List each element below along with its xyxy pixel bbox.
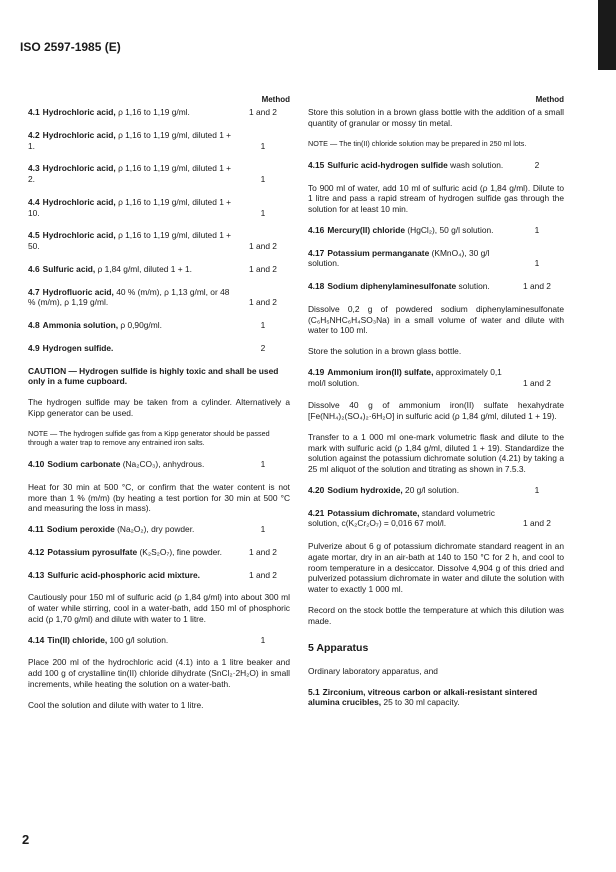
method-value: 1 — [534, 258, 540, 269]
paragraph: Store this solution in a brown glass bottle with the addition of a small quantity of granular or mossy tin metal. — [308, 107, 564, 128]
method-value: 1 — [260, 459, 266, 470]
paragraph: Place 200 ml of the hydrochloric acid (4.1) into a 1 litre beaker and add 100 g of crystalline tin(II) chloride dihydrate (SnCl₂·2H₂O) in small increments, while heating the solution on a water-bath. — [28, 657, 290, 689]
method-value: 1 — [260, 524, 266, 535]
note: NOTE — The tin(II) chloride solution may be prepared in 250 ml lots. — [308, 138, 527, 148]
reagent-4-13: 4.13 Sulfuric acid-phosphoric acid mixture. 1 and 2 — [28, 570, 290, 581]
paragraph: Cautiously pour 150 ml of sulfuric acid (ρ 1,84 g/ml) into about 300 ml of water while stirring, cool in a water-bath, add 150 ml of phosphoric acid (ρ 1,70 g/ml) and dilute with water to 1 litre. — [28, 592, 290, 624]
reagent-4-14: 4.14 Tin(II) chloride, 100 g/l solution. 1 — [28, 635, 290, 646]
method-value: 2 — [534, 159, 540, 170]
method-value: 1 — [260, 140, 266, 151]
method-value: 1 — [534, 484, 540, 495]
method-value: 1 and 2 — [249, 241, 277, 252]
method-value: 1 — [534, 224, 540, 235]
reagent-4-10: 4.10 Sodium carbonate (Na₂CO₃), anhydrous. 1 — [28, 459, 290, 470]
method-value: 1 — [260, 174, 266, 185]
method-value: 1 — [260, 634, 266, 645]
method-value: 1 and 2 — [523, 377, 551, 388]
reagent-4-4: 4.4 Hydrochloric acid, ρ 1,16 to 1,19 g/ml, diluted 1 + 10. 1 — [28, 197, 290, 219]
reagent-4-3: 4.3 Hydrochloric acid, ρ 1,16 to 1,19 g/ml, diluted 1 + 2. 1 — [28, 163, 290, 185]
reagent-4-5: 4.5 Hydrochloric acid, ρ 1,16 to 1,19 g/ml, diluted 1 + 50. 1 and 2 — [28, 230, 290, 252]
method-heading: Method — [261, 95, 290, 104]
scan-edge-mark — [598, 0, 616, 70]
reagent-4-21: 4.21 Potassium dichromate, standard volumetric solution, c(K₂Cr₂O₇) = 0,016 67 mol/l. 1 and 2 — [308, 508, 564, 530]
left-column — [28, 95, 290, 720]
page-number: 2 — [22, 832, 30, 847]
reagent-4-6: 4.6 Sulfuric acid, ρ 1,84 g/ml, diluted 1 + 1. 1 and 2 — [28, 264, 290, 275]
method-value: 1 and 2 — [249, 263, 277, 274]
method-value: 1 and 2 — [249, 546, 277, 557]
reagent-4-7: 4.7 Hydrofluoric acid, 40 % (m/m), ρ 1,13 g/ml, or 48 % (m/m), ρ 1,19 g/ml. 1 and 2 — [28, 287, 290, 309]
paragraph: Dissolve 40 g of ammonium iron(II) sulfate hexahydrate [Fe(NH₄)₂(SO₄)₂·6H₂O] in sulfuric acid (ρ 1,84 g/ml, diluted 1 + 19). — [308, 400, 564, 422]
paragraph: Store the solution in a brown glass bottle. — [308, 346, 462, 357]
reagent-4-17: 4.17 Potassium permanganate (KMnO₄), 30 g/l solution. 1 — [308, 248, 564, 270]
method-heading: Method — [535, 95, 564, 104]
method-value: 1 — [260, 207, 266, 218]
reagent-4-16: 4.16 Mercury(II) chloride (HgCl₂), 50 g/l solution. 1 — [308, 225, 564, 236]
method-value: 1 and 2 — [523, 518, 551, 529]
reagent-4-15: 4.15 Sulfuric acid-hydrogen sulfide wash solution. 2 — [308, 160, 564, 171]
paragraph: Record on the stock bottle the temperature at which this dilution was made. — [308, 604, 564, 626]
document-header: ISO 2597-1985 (E) — [20, 40, 121, 54]
paragraph: Dissolve 0,2 g of powdered sodium diphenylaminesulfonate (C₆H₅NHC₆H₄SO₃Na) in a small volume of water and dilute with water to 100 ml. — [308, 303, 564, 336]
paragraph: The hydrogen sulfide may be taken from a cylinder. Alternatively a Kipp generator can be used. — [28, 397, 290, 418]
reagent-4-2: 4.2 Hydrochloric acid, ρ 1,16 to 1,19 g/ml, diluted 1 + 1. 1 — [28, 130, 290, 152]
reagent-4-12: 4.12 Potassium pyrosulfate (K₂S₂O₇), fine powder. 1 and 2 — [28, 547, 290, 558]
right-column — [308, 95, 564, 720]
section-heading: 5 Apparatus — [308, 642, 369, 655]
reagent-4-9: 4.9 Hydrogen sulfide. 2 — [28, 343, 290, 354]
paragraph: Transfer to a 1 000 ml one-mark volumetric flask and dilute to the mark with sulfuric acid (ρ 1,84 g/ml, diluted 1 + 19). Standardize the solution against the potassium dichromate solution (4.21) by taking a 25 ml aliquot of the solution and titrating as shown in 7.5.3. — [308, 431, 564, 475]
paragraph: To 900 ml of water, add 10 ml of sulfuric acid (ρ 1,84 g/ml). Dilute to 1 litre and pass a rapid stream of hydrogen sulfide gas through the solution for at least 10 min. — [308, 182, 564, 215]
method-value: 1 and 2 — [523, 281, 551, 292]
note: NOTE — The hydrogen sulfide gas from a Kipp generator should be passed through a water trap to remove any entrained iron salts. — [28, 428, 270, 447]
method-value: 1 and 2 — [249, 107, 277, 118]
method-value: 1 — [260, 320, 266, 331]
method-value: 2 — [260, 342, 266, 353]
reagent-4-18: 4.18 Sodium diphenylaminesulfonate solution. 1 and 2 — [308, 281, 564, 292]
paragraph: Heat for 30 min at 500 °C, or confirm that the water content is not more than 1 % (m/m) (by heating a test portion for 30 min at 500 °C and measuring the loss in mass). — [28, 481, 290, 514]
reagent-4-20: 4.20 Sodium hydroxide, 20 g/l solution. 1 — [308, 485, 564, 496]
reagent-4-8: 4.8 Ammonia solution, ρ 0,90g/ml. 1 — [28, 320, 290, 331]
paragraph: Pulverize about 6 g of potassium dichromate standard reagent in an agate mortar, dry in an air-bath at 140 to 150 °C for 2 h, and cool to room temperature in a desiccator. Dissolve 4,904 g of this dried and pulverized potassium dichromate in water and dilute the solution with water to exactly 1 000 ml. — [308, 541, 564, 595]
reagent-4-11: 4.11 Sodium peroxide (Na₂O₂), dry powder. 1 — [28, 524, 290, 535]
paragraph: Ordinary laboratory apparatus, and — [308, 665, 438, 676]
caution-text: CAUTION — Hydrogen sulfide is highly toxic and shall be used only in a fume cupboard. — [28, 365, 279, 387]
paragraph: Cool the solution and dilute with water to 1 litre. — [28, 699, 204, 710]
reagent-4-19: 4.19 Ammonium iron(II) sulfate, approximately 0,1 mol/l solution. 1 and 2 — [308, 367, 564, 389]
apparatus-5-1: 5.1 Zirconium, vitreous carbon or alkali-resistant sintered alumina crucibles, 25 to 30 ml capacity. — [308, 686, 538, 708]
method-value: 1 and 2 — [249, 569, 277, 580]
reagent-4-1: 4.1 Hydrochloric acid, ρ 1,16 to 1,19 g/ml. 1 and 2 — [28, 107, 290, 118]
method-value: 1 and 2 — [249, 297, 277, 308]
